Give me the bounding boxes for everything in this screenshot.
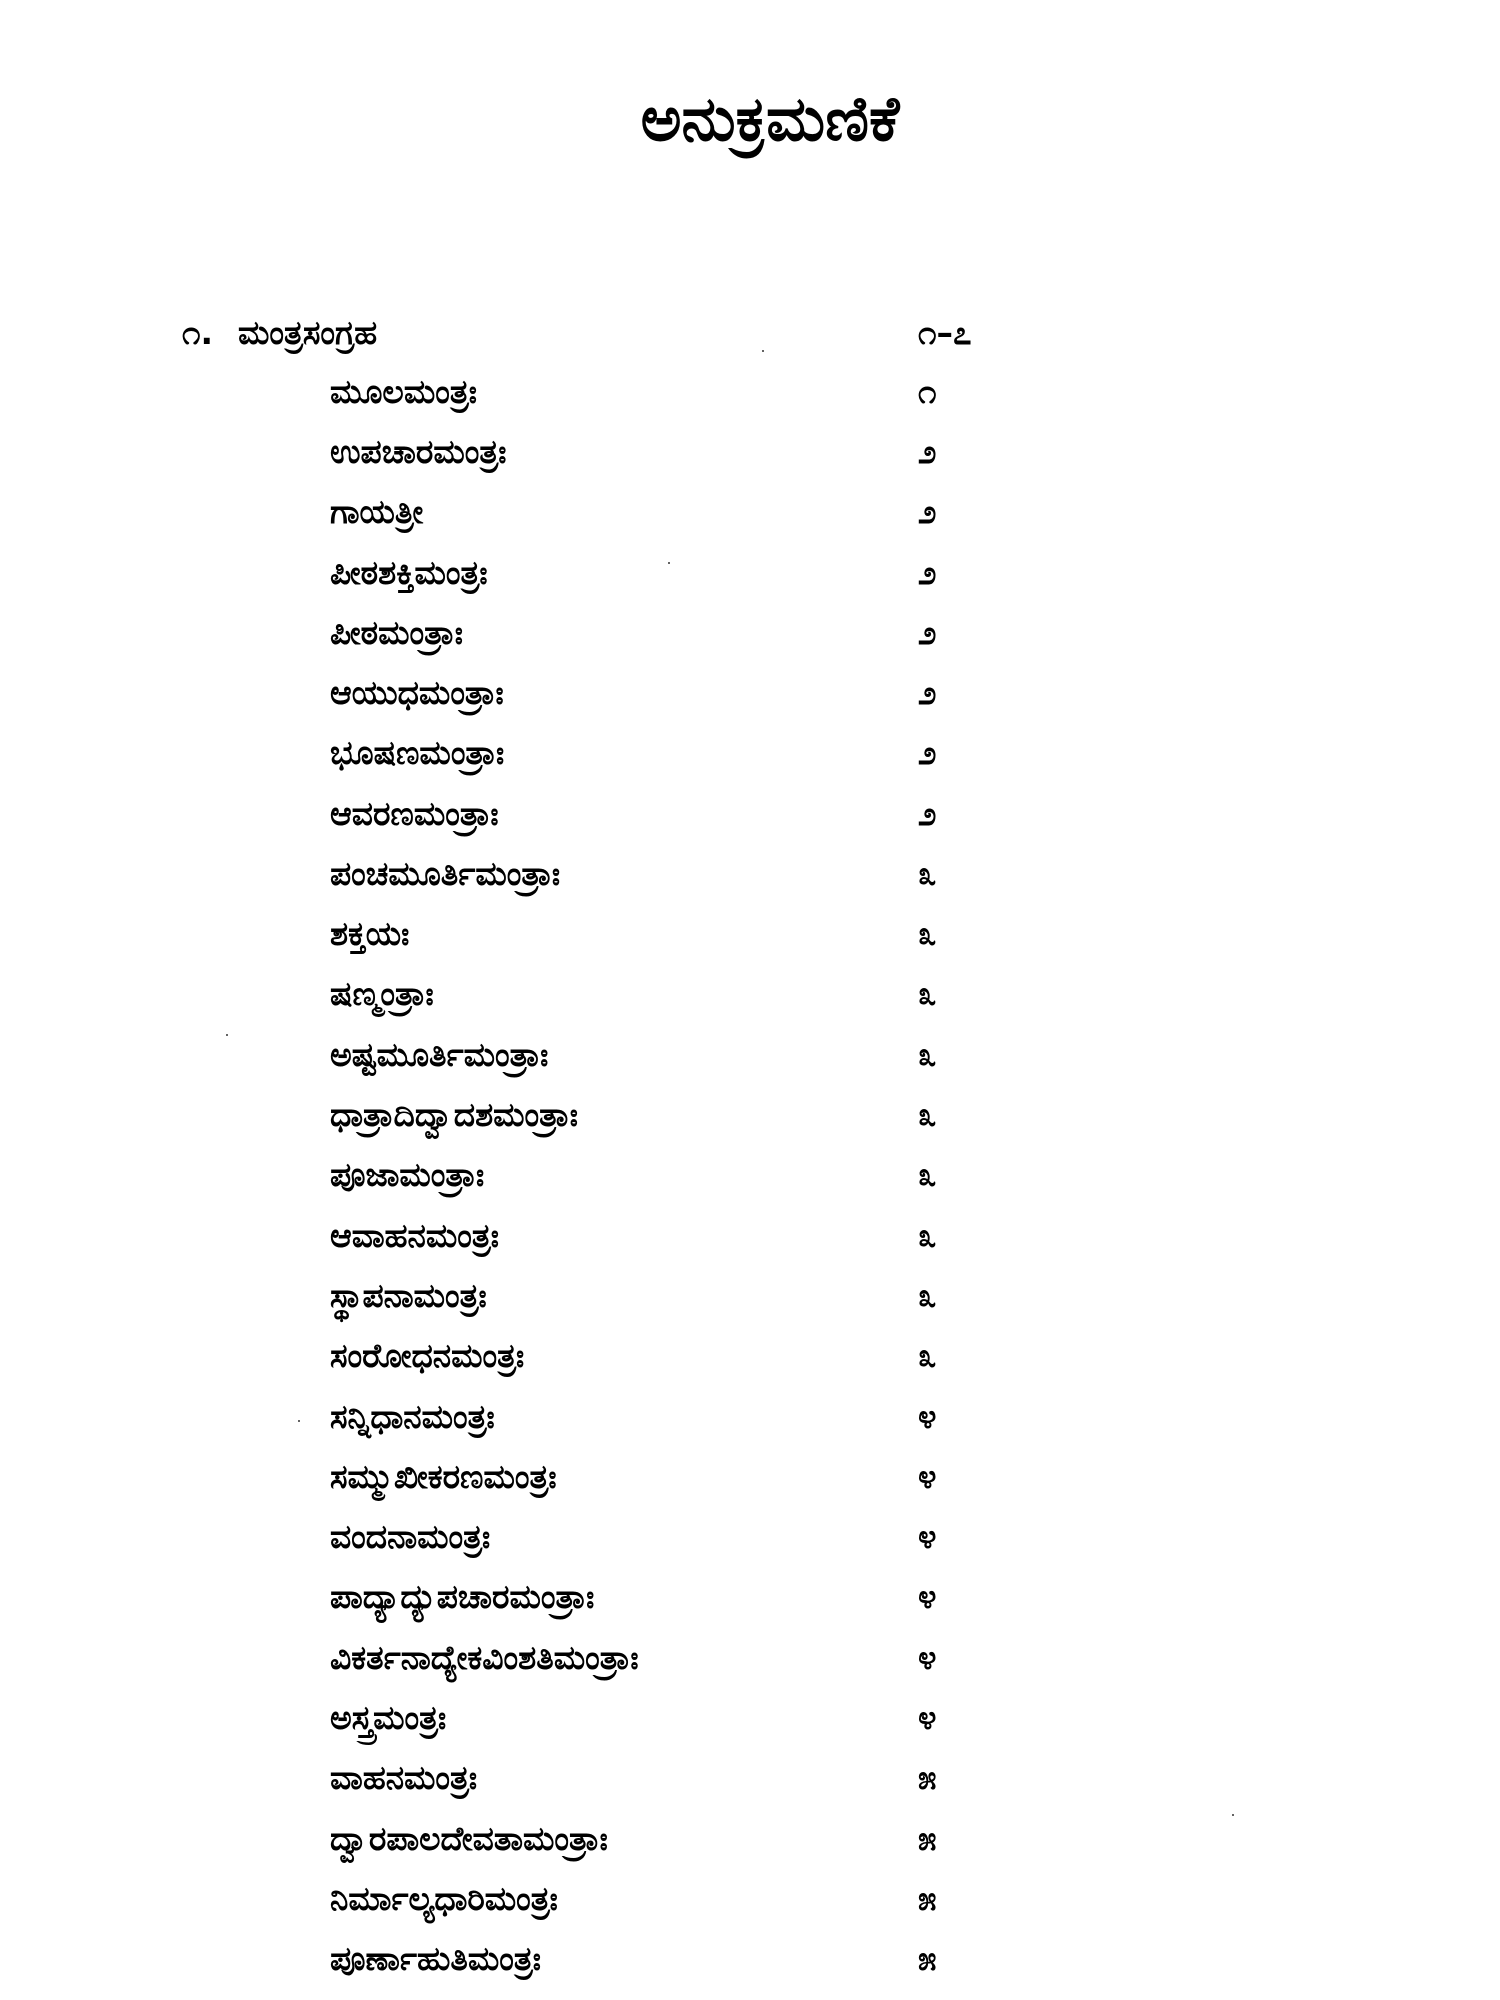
entry-title: ಅಸ್ತ್ರಮಂತ್ರಃ (330, 1698, 447, 1737)
entry-title: ಮೂಲಮಂತ್ರಃ (330, 372, 477, 411)
toc-entry (0, 786, 1500, 842)
toc-entry (0, 1449, 1500, 1505)
entry-title: ಸ್ಥಾಪನಾಮಂತ್ರಃ (330, 1276, 487, 1315)
entry-title: ಪೂರ್ಣಾಹುತಿಮಂತ್ರಃ (330, 1939, 541, 1978)
section-number: ೧. (182, 313, 214, 352)
entry-title: ನಿರ್ಮಾಲ್ಯಧಾರಿಮಂತ್ರಃ (330, 1879, 558, 1918)
entry-page-number: ೪ (918, 1457, 937, 1496)
entry-title: ಸಂರೋಧನಮಂತ್ರಃ (330, 1336, 525, 1375)
toc-entry (0, 1147, 1500, 1203)
entry-page-number: ೨ (918, 432, 937, 471)
entry-title: ಆವಾಹನಮಂತ್ರಃ (330, 1216, 499, 1255)
entry-title: ಪೀಠಶಕ್ತಿಮಂತ್ರಃ (330, 553, 488, 592)
toc-entry (0, 665, 1500, 721)
entry-page-number: ೩ (918, 1035, 937, 1074)
toc-entry (0, 1087, 1500, 1143)
entry-title: ಆವರಣಮಂತ್ರಾಃ (330, 794, 499, 833)
entry-page-number: ೨ (918, 492, 937, 531)
entry-page-number: ೪ (918, 1517, 937, 1556)
section-page-range: ೧–೭ (918, 313, 972, 352)
entry-page-number: ೪ (918, 1698, 937, 1737)
toc-entry (0, 1328, 1500, 1384)
toc-entry (0, 1208, 1500, 1264)
entry-page-number: ೩ (918, 974, 937, 1013)
entry-page-number: ೪ (918, 1397, 937, 1436)
toc-entry (0, 1509, 1500, 1565)
entry-title: ಶಕ್ತಯಃ (330, 914, 410, 953)
toc-entry (0, 1268, 1500, 1324)
entry-page-number: ೧ (918, 372, 937, 411)
entry-page-number: ೫ (918, 1879, 937, 1918)
entry-title: ಷಣ್ಮಂತ್ರಾಃ (330, 974, 434, 1013)
entry-page-number: ೩ (918, 1155, 937, 1194)
entry-page-number: ೪ (918, 1638, 937, 1677)
entry-page-number: ೨ (918, 733, 937, 772)
toc-entry (0, 1569, 1500, 1625)
entry-title: ಪೂಜಾಮಂತ್ರಾಃ (330, 1155, 485, 1194)
entry-page-number: ೩ (918, 854, 937, 893)
entry-page-number: ೫ (918, 1939, 937, 1978)
entry-page-number: ೩ (918, 1336, 937, 1375)
toc-entry (0, 1630, 1500, 1686)
toc-entry (0, 364, 1500, 420)
entry-title: ಪಾದ್ಯಾದ್ಯುಪಚಾರಮಂತ್ರಾಃ (330, 1577, 595, 1616)
toc-entry (0, 1811, 1500, 1867)
entry-title: ಸಮ್ಮುಖೀಕರಣಮಂತ್ರಃ (330, 1457, 557, 1496)
entry-page-number: ೫ (918, 1758, 937, 1797)
entry-title: ಪಂಚಮೂರ್ತಿಮಂತ್ರಾಃ (330, 854, 561, 893)
entry-title: ವಾಹನಮಂತ್ರಃ (330, 1758, 478, 1797)
toc-entry (0, 484, 1500, 540)
entry-title: ಗಾಯತ್ರೀ (330, 492, 424, 531)
entry-page-number: ೫ (918, 1819, 937, 1858)
toc-entry (0, 605, 1500, 661)
scan-speck (668, 562, 670, 564)
entry-page-number: ೩ (918, 1095, 937, 1134)
entry-page-number: ೩ (918, 914, 937, 953)
entry-page-number: ೩ (918, 1276, 937, 1315)
entry-page-number: ೨ (918, 553, 937, 592)
entry-title: ಅಷ್ಟಮೂರ್ತಿಮಂತ್ರಾಃ (330, 1035, 549, 1074)
entry-page-number: ೨ (918, 673, 937, 712)
entry-page-number: ೩ (918, 1216, 937, 1255)
toc-entry (0, 966, 1500, 1022)
entry-title: ಧಾತ್ರಾದಿದ್ವಾದಶಮಂತ್ರಾಃ (330, 1095, 578, 1134)
entry-title: ಉಪಚಾರಮಂತ್ರಃ (330, 432, 507, 471)
section-title: ಮಂತ್ರಸಂಗ್ರಹ (238, 313, 378, 352)
toc-entry (0, 846, 1500, 902)
entry-title: ವಿಕರ್ತನಾದ್ಯೇಕವಿಂಶತಿಮಂತ್ರಾಃ (330, 1638, 639, 1677)
entry-title: ಆಯುಧಮಂತ್ರಾಃ (330, 673, 504, 712)
toc-entry (0, 725, 1500, 781)
entry-title: ದ್ವಾರಪಾಲದೇವತಾಮಂತ್ರಾಃ (330, 1819, 608, 1858)
toc-entry (0, 1871, 1500, 1927)
entry-title: ಸನ್ನಿಧಾನಮಂತ್ರಃ (330, 1397, 495, 1436)
page-title: ಅನುಕ್ರಮಣಿಕೆ (640, 82, 900, 155)
toc-entry (0, 1027, 1500, 1083)
toc-entry (0, 1389, 1500, 1445)
section-heading-row (0, 305, 1500, 361)
toc-entry (0, 424, 1500, 480)
toc-entry (0, 545, 1500, 601)
scan-speck (1232, 1814, 1234, 1816)
entry-title: ವಂದನಾಮಂತ್ರಃ (330, 1517, 491, 1556)
toc-entry (0, 1690, 1500, 1746)
entry-page-number: ೨ (918, 613, 937, 652)
entry-title: ಪೀಠಮಂತ್ರಾಃ (330, 613, 463, 652)
toc-entry (0, 906, 1500, 962)
entry-title: ಭೂಷಣಮಂತ್ರಾಃ (330, 733, 505, 772)
scan-speck (226, 1034, 228, 1036)
toc-entry (0, 1750, 1500, 1806)
entry-page-number: ೪ (918, 1577, 937, 1616)
toc-entry (0, 1931, 1500, 1987)
scan-speck (298, 1420, 300, 1422)
entry-page-number: ೨ (918, 794, 937, 833)
scan-speck (762, 350, 764, 352)
